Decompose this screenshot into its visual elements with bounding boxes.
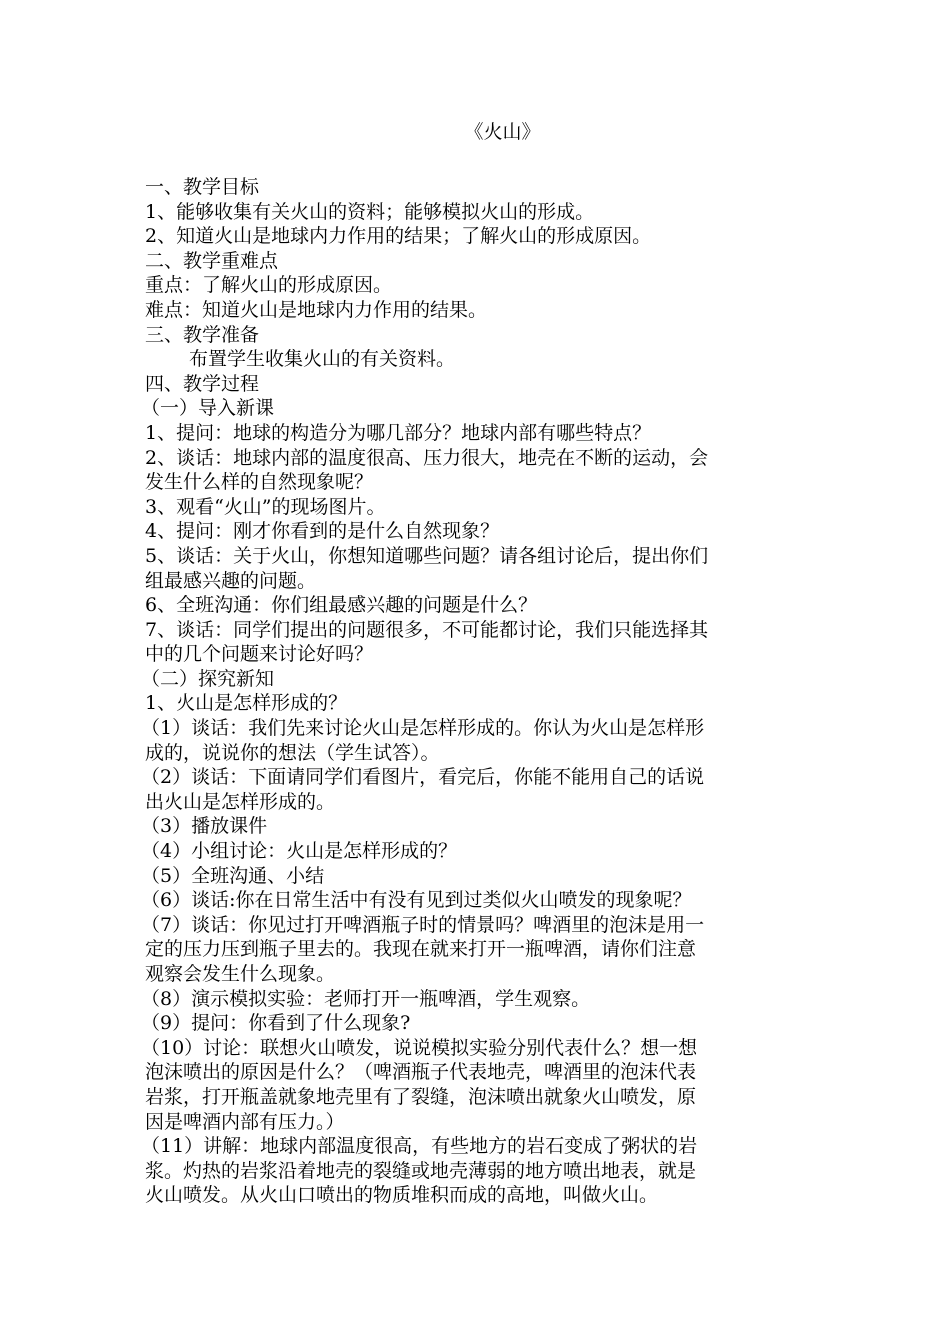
text-line: 1、火山是怎样形成的？ bbox=[145, 692, 348, 715]
section-heading-preparation: 三、教学准备 bbox=[145, 323, 260, 346]
objective-1: 1、能够收集有关火山的资料；能够模拟火山的形成。 bbox=[145, 200, 595, 223]
text-line: 岩浆，打开瓶盖就象地壳里有了裂缝，泡沫喷出就象火山喷发，原 bbox=[145, 1085, 697, 1108]
text-line: 6、全班沟通：你们组最感兴趣的问题是什么？ bbox=[145, 594, 538, 617]
text-line: 组最感兴趣的问题。 bbox=[145, 569, 317, 592]
text-line: 火山喷发。从火山口喷出的物质堆积而成的高地，叫做火山。 bbox=[145, 1184, 659, 1207]
text-line: （1）谈话：我们先来讨论火山是怎样形成的。你认为火山是怎样形 bbox=[141, 717, 705, 740]
text-line: 定的压力压到瓶子里去的。我现在就来打开一瓶啤酒，请你们注意 bbox=[145, 938, 697, 961]
text-line: （5）全班沟通、小结 bbox=[141, 864, 325, 887]
text-line: （9）提问：你看到了什么现象? bbox=[141, 1012, 411, 1035]
section-heading-objectives: 一、教学目标 bbox=[145, 176, 260, 198]
document-page bbox=[141, 120, 810, 1208]
text-line: 泡沫喷出的原因是什么？（啤酒瓶子代表地壳，啤酒里的泡沫代表 bbox=[145, 1061, 697, 1084]
text-line: （8）演示模拟实验：老师打开一瓶啤酒，学生观察。 bbox=[141, 987, 591, 1010]
text-line: 7、谈话：同学们提出的问题很多，不可能都讨论，我们只能选择其 bbox=[145, 618, 709, 641]
text-line: （10）讨论：联想火山喷发，说说模拟实验分别代表什么？想一想 bbox=[141, 1036, 698, 1059]
text-line: （3）播放课件 bbox=[141, 815, 268, 838]
difficult-point: 难点：知道火山是地球内力作用的结果。 bbox=[145, 298, 488, 321]
section-heading-key-points: 二、教学重难点 bbox=[145, 249, 279, 272]
text-line: 1、提问：地球的构造分为哪几部分？地球内部有哪些特点？ bbox=[145, 421, 652, 444]
document-title: 《火山》 bbox=[464, 121, 541, 143]
text-line: （6）谈话:你在日常生活中有没有见到过类似火山喷发的现象呢？ bbox=[141, 889, 692, 912]
text-line: （4）小组讨论：火山是怎样形成的？ bbox=[141, 840, 458, 863]
text-line: 成的，说说你的想法（学生试答）。 bbox=[145, 741, 440, 764]
subsection-heading-explore: （二）探究新知 bbox=[141, 667, 275, 690]
text-line: 观察会发生什么现象。 bbox=[145, 963, 336, 985]
text-line: （11）讲解：地球内部温度很高，有些地方的岩石变成了粥状的岩 bbox=[141, 1135, 698, 1158]
text-line: 3、观看“火山”的现场图片。 bbox=[145, 495, 386, 518]
section-heading-process: 四、教学过程 bbox=[145, 372, 260, 395]
text-line: （7）谈话：你见过打开啤酒瓶子时的情景吗？啤酒里的泡沫是用一 bbox=[141, 913, 705, 936]
text-line: （2）谈话：下面请同学们看图片，看完后，你能不能用自己的话说 bbox=[141, 766, 705, 789]
text-line: 5、谈话：关于火山，你想知道哪些问题？请各组讨论后，提出你们 bbox=[145, 544, 709, 567]
subsection-heading-intro: （一）导入新课 bbox=[141, 397, 275, 420]
text-line: 4、提问：刚才你看到的是什么自然现象？ bbox=[145, 520, 500, 543]
preparation-text: 布置学生收集火山的有关资料。 bbox=[189, 348, 456, 371]
objective-2: 2、知道火山是地球内力作用的结果；了解火山的形成原因。 bbox=[145, 225, 652, 248]
text-line: 发生什么样的自然现象呢？ bbox=[145, 471, 374, 494]
text-line: 浆。灼热的岩浆沿着地壳的裂缝或地壳薄弱的地方喷出地表，就是 bbox=[145, 1159, 697, 1182]
text-line: 因是啤酒内部有压力。） bbox=[145, 1110, 345, 1133]
key-point: 重点：了解火山的形成原因。 bbox=[145, 274, 393, 297]
text-line: 出火山是怎样形成的。 bbox=[145, 790, 336, 813]
text-line: 2、谈话：地球内部的温度很高、压力很大，地壳在不断的运动，会 bbox=[145, 446, 709, 469]
text-line: 中的几个问题来讨论好吗？ bbox=[145, 643, 374, 666]
